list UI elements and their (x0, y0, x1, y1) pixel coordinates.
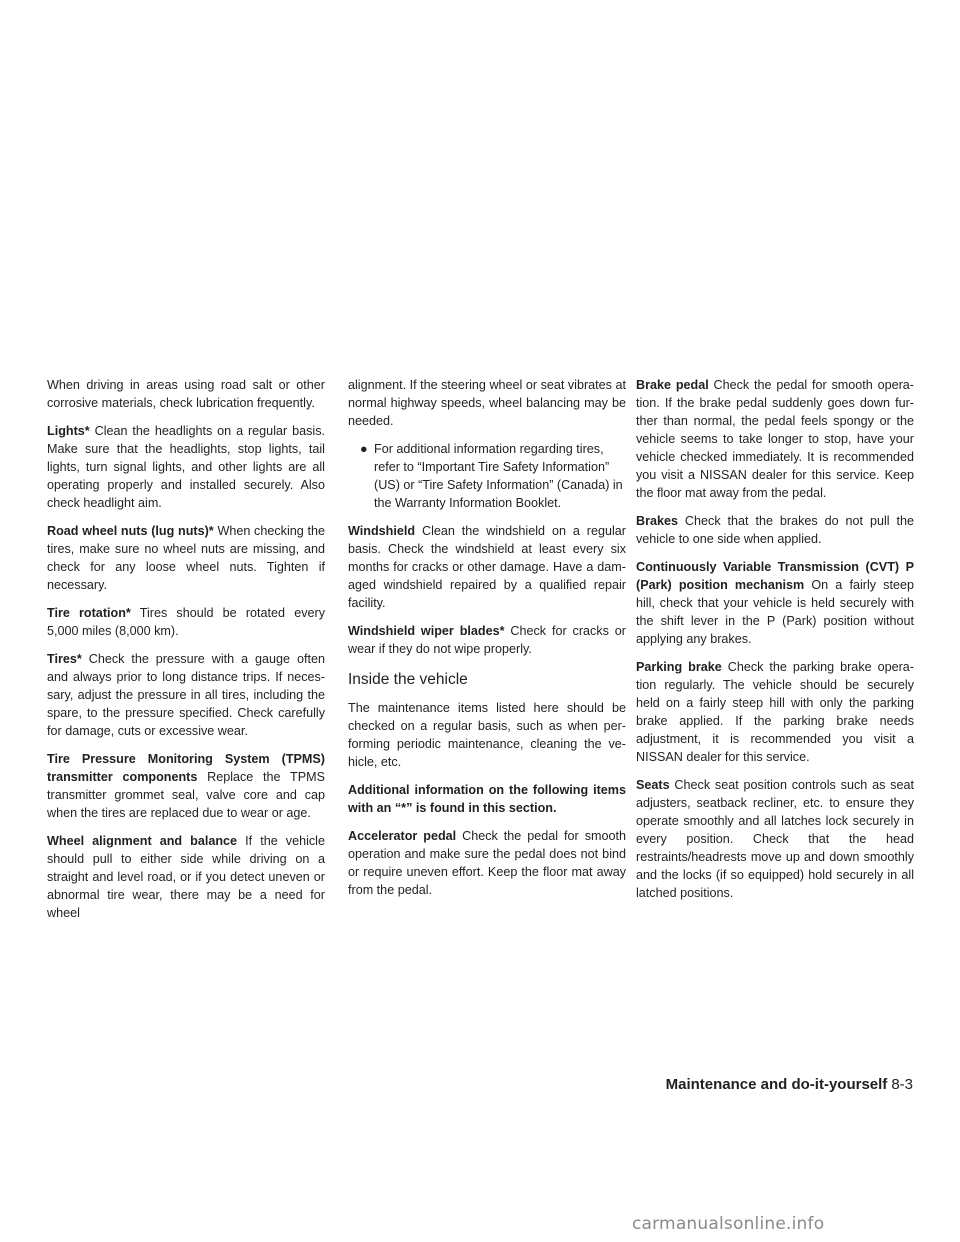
item-text: Check the parking brake opera-tion regularly. The vehicle should be securely held on a fairly steep hill with only the parking brake applied. If the parking brake needs adjustment, it is recommended you visit a NISSAN dealer for this service. (636, 660, 914, 764)
item-tires (47, 650, 325, 740)
item-term: Windshield (348, 524, 416, 538)
item-cvt-park (636, 558, 914, 648)
item-accelerator-pedal (348, 827, 626, 899)
column-middle (348, 376, 626, 909)
item-term: Lights* (47, 424, 90, 438)
item-term: Parking brake (636, 660, 722, 674)
page-footer (666, 1076, 913, 1093)
item-text: Check for cracks or wear if they do not wipe properly. (348, 624, 626, 656)
item-windshield (348, 522, 626, 612)
bullet-text: For additional information regarding tires, refer to “Important Tire Safety Information” (US) or “Tire Safety Information” (Canada) in the Warranty Information Booklet. (374, 442, 623, 510)
item-term: Wheel alignment and balance (47, 834, 238, 848)
bullet-icon: ● (360, 442, 368, 456)
item-wheel-alignment (47, 832, 325, 922)
column-right (636, 376, 914, 912)
item-seats (636, 776, 914, 902)
item-term: Tire Pressure Monitoring System (TPMS) transmitter components (47, 752, 325, 784)
item-text: Check that the brakes do not pull the vehicle to one side when applied. (636, 514, 914, 546)
item-brake-pedal (636, 376, 914, 502)
item-term: Brakes (636, 514, 679, 528)
watermark-link[interactable]: carmanualsonline.info (632, 1214, 825, 1234)
intro-paragraph: When driving in areas using road salt or other corrosive materials, check lubrication frequently. (47, 378, 325, 410)
section-heading: Inside the vehicle (348, 671, 468, 688)
item-text: Replace the TPMS transmitter grommet seal, valve core and cap when the tires are replaced due to wear or age. (47, 770, 325, 820)
item-term: Road wheel nuts (lug nuts)* (47, 524, 214, 538)
item-text: Check the pedal for smooth operation and make sure the pedal does not bind or require uneven effort. Keep the floor mat away from the pedal. (348, 829, 626, 897)
item-lights (47, 422, 325, 512)
item-text: If the vehicle should pull to either side while driving on a straight and level road, or if you detect uneven or abnormal tire wear, there may be a need for wheel (47, 834, 325, 920)
bullet-item (348, 440, 626, 512)
item-term: Tires* (47, 652, 82, 666)
item-tpms (47, 750, 325, 822)
item-term: Accelerator pedal (348, 829, 457, 843)
section-intro: The maintenance items listed here should be checked on a regular basis, such as when per-forming periodic maintenance, cleaning the ve-hicle, etc. (348, 701, 626, 769)
item-term: Tire rotation* (47, 606, 131, 620)
item-text: When checking the tires, make sure no wheel nuts are missing, and check for any loose wheel nuts. Tighten if necessary. (47, 524, 325, 592)
item-text: On a fairly steep hill, check that your vehicle is held securely with the shift lever in the P (Park) position without applying any brakes. (636, 578, 914, 646)
item-term: Seats (636, 778, 670, 792)
item-lug-nuts (47, 522, 325, 594)
item-term: Brake pedal (636, 378, 709, 392)
item-text: Check the pedal for smooth opera-tion. If the brake pedal suddenly goes down fur-ther than normal, the pedal feels spongy or the vehicle seems to take longer to stop, have your vehicle checked immediately. It is recommended you visit a NISSAN dealer for this service. Keep the floor mat away from the pedal. (636, 378, 914, 500)
page-number: 8-3 (891, 1076, 913, 1093)
item-tire-rotation (47, 604, 325, 640)
item-brakes (636, 512, 914, 548)
item-text: Check the pressure with a gauge often and always prior to long distance trips. If neces-sary, adjust the pressure in all tires, including the spare, to the pressure specified. Check carefully for damage, cuts or excessive wear. (47, 652, 325, 738)
item-parking-brake (636, 658, 914, 766)
item-wiper-blades (348, 622, 626, 658)
item-term: Windshield wiper blades* (348, 624, 505, 638)
footer-section-title: Maintenance and do-it-yourself (665, 1076, 888, 1093)
item-text: Clean the headlights on a regular basis. Make sure that the headlights, stop lights, tail lights, turn signal lights, and other lights are all operating properly and installed securely. Also check headlight aim. (47, 424, 325, 510)
continuation-paragraph: alignment. If the steering wheel or seat vibrates at normal highway speeds, wheel balancing may be needed. (348, 378, 626, 428)
bold-note: Additional information on the following items with an “*” is found in this section. (348, 783, 626, 815)
column-left (47, 376, 325, 932)
item-text: Clean the windshield on a regular basis. Check the windshield at least every six months for cracks or other damage. Have a dam-aged windshield repaired by a qualified repair facility. (348, 524, 626, 610)
item-text: Check seat position controls such as seat adjusters, seatback recliner, etc. to ensure they operate smoothly and all latches lock securely in every position. Check that the head restraints/headrests move up and down smoothly and the locks (if so equipped) hold securely in all latched positions. (636, 778, 914, 900)
item-term: Continuously Variable Transmission (CVT) P (Park) position mechanism (636, 560, 914, 592)
item-text: Tires should be rotated every 5,000 miles (8,000 km). (47, 606, 325, 638)
